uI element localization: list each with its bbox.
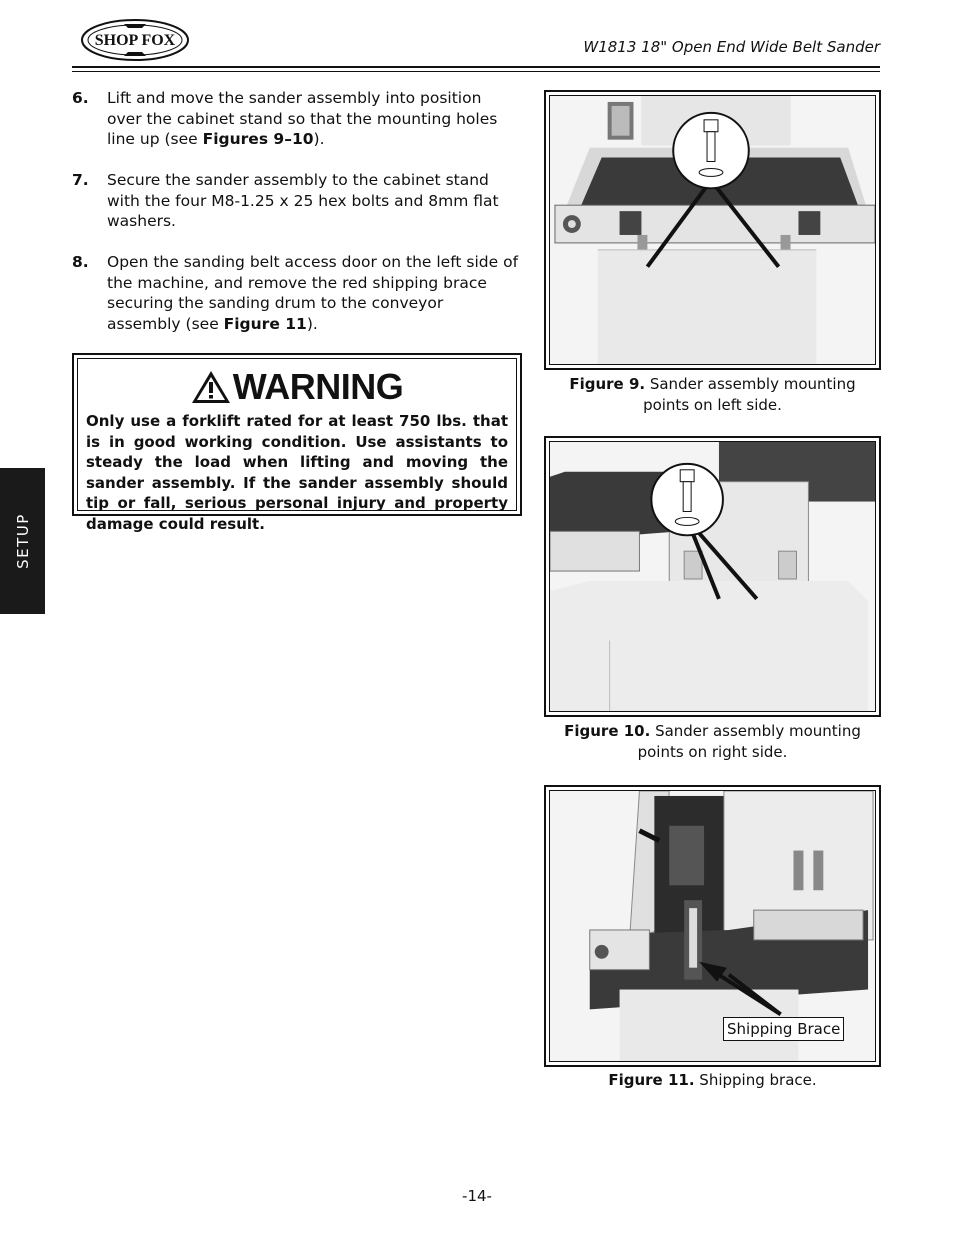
figure-caption-text: Shipping brace. xyxy=(694,1071,817,1089)
warning-text: Only use a forklift rated for at least 750 lbs. that is in good working condition. Use assistants to steady the load when lifting and moving the sander assembly. If the sander assembly should tip or fall, serious personal injury and property damage could result. xyxy=(86,412,508,533)
step-text: Open the sanding belt access door on the left side of the machine, and remove the red shipping brace securing the sanding drum to the conveyor assembly (see xyxy=(107,253,519,333)
step-8 xyxy=(72,252,520,334)
figure-10-photo xyxy=(544,436,881,717)
figure-label: Figure 10. xyxy=(564,722,651,740)
header-rule xyxy=(72,66,880,68)
figure-10-caption xyxy=(544,721,881,762)
document-title: W1813 18" Open End Wide Belt Sander xyxy=(583,38,880,56)
page-number: -14- xyxy=(462,1187,492,1205)
warning-title: WARNING xyxy=(232,366,404,407)
figure-reference: Figures 9–10 xyxy=(202,130,314,148)
step-number: 7. xyxy=(72,171,89,189)
step-number: 6. xyxy=(72,89,89,107)
figure-caption-text: Sander assembly mounting points on left side. xyxy=(643,375,856,414)
step-text: Lift and move the sander assembly into position over the cabinet stand so that the mounting holes line up (see xyxy=(107,89,498,148)
step-7 xyxy=(72,170,520,232)
shop-fox-logo xyxy=(80,18,190,62)
figure-9-caption xyxy=(544,374,881,415)
svg-text:SHOP FOX: SHOP FOX xyxy=(94,32,176,49)
step-text: Secure the sander assembly to the cabinet stand with the four M8-1.25 x 25 hex bolts and 8mm flat washers. xyxy=(107,171,499,230)
figure-label: Figure 9. xyxy=(569,375,646,393)
figure-11-caption xyxy=(544,1070,881,1091)
figure-caption-text: Sander assembly mounting points on right side. xyxy=(637,722,861,761)
step-6 xyxy=(72,88,520,150)
step-text-end: ). xyxy=(306,314,318,333)
warning-triangle-icon xyxy=(191,370,231,404)
figure-9-photo xyxy=(544,90,881,370)
header-rule-thin xyxy=(72,71,880,72)
shipping-brace-callout: Shipping Brace xyxy=(723,1017,844,1041)
figure-reference: Figure 11 xyxy=(223,314,307,333)
section-tab xyxy=(0,468,45,614)
step-number: 8. xyxy=(72,253,89,271)
warning-box xyxy=(72,353,522,533)
section-tab-label: SETUP xyxy=(13,513,32,569)
figure-label: Figure 11. xyxy=(608,1071,695,1089)
step-text-end: ). xyxy=(313,130,325,148)
instruction-steps xyxy=(72,88,520,355)
